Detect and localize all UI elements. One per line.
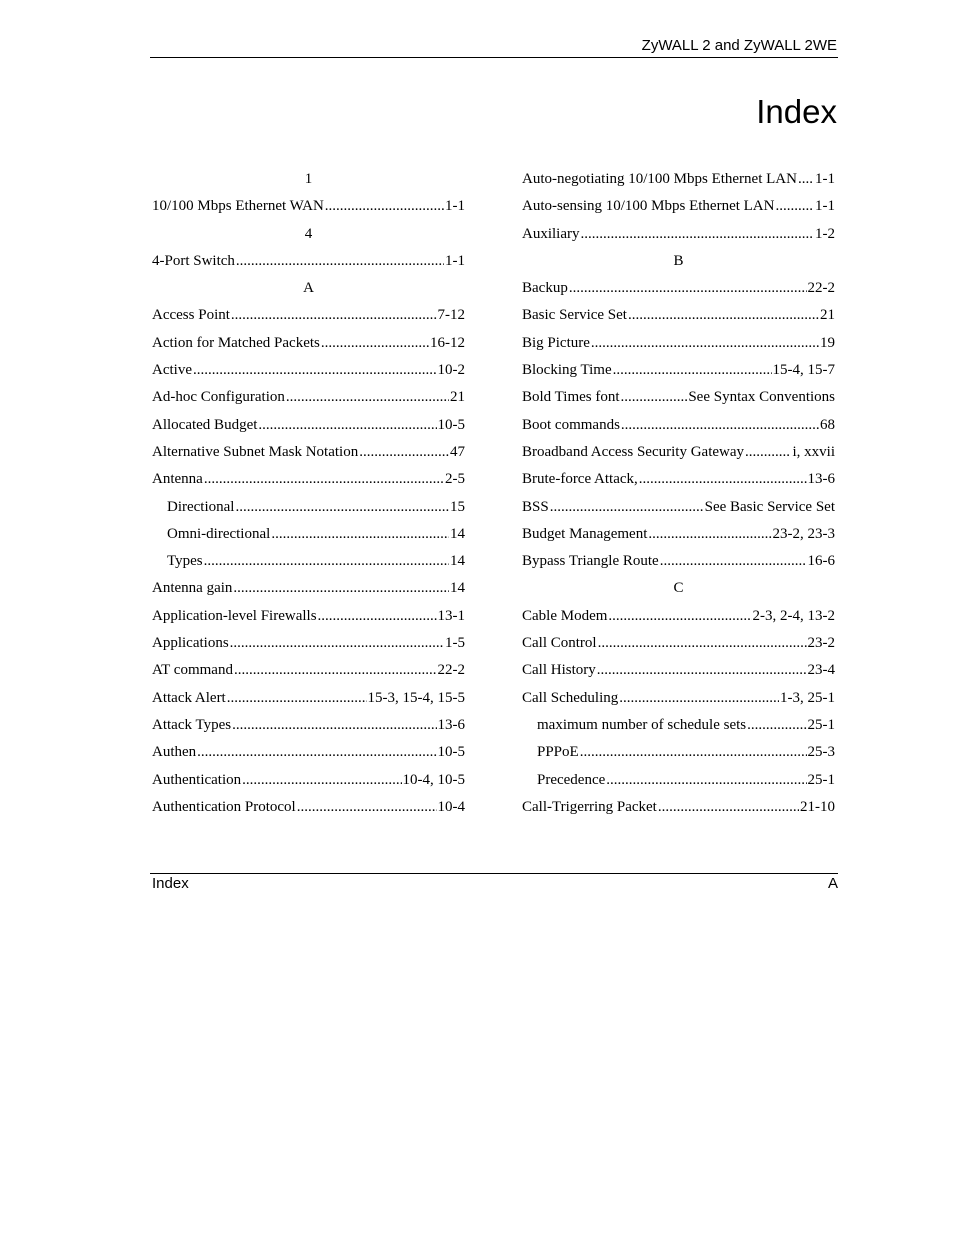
index-term: Cable Modem: [522, 607, 608, 624]
dot-leader: [798, 166, 814, 193]
index-page-ref: 7-12: [437, 307, 465, 324]
index-entry: [152, 248, 465, 275]
index-term: Call Scheduling: [522, 689, 619, 706]
dot-leader: [569, 275, 807, 302]
index-entry: [522, 330, 835, 357]
index-term: Omni-directional: [167, 525, 271, 542]
dot-leader: [227, 685, 367, 712]
index-page-ref: 25-1: [807, 771, 835, 788]
index-entry: [152, 657, 465, 684]
index-entry: [522, 794, 835, 821]
index-letter-heading: 1: [304, 171, 313, 187]
dot-leader: [628, 302, 819, 329]
dot-leader: [258, 412, 436, 439]
index-page-ref: 10-5: [437, 416, 465, 433]
dot-leader: [660, 548, 807, 575]
dot-leader: [591, 330, 819, 357]
index-page-ref: See Syntax Conventions: [688, 389, 835, 406]
index-term: Authentication Protocol: [152, 798, 296, 815]
index-term: Allocated Budget: [152, 416, 258, 433]
index-term: Alternative Subnet Mask Notation: [152, 443, 359, 460]
index-subentry: [522, 739, 835, 766]
index-letter-heading: B: [673, 252, 684, 269]
index-entry: [522, 384, 835, 411]
index-entry: [152, 739, 465, 766]
dot-leader: [581, 221, 815, 248]
index-page-ref: 22-2: [437, 662, 465, 679]
dot-leader: [639, 466, 807, 493]
dot-leader: [204, 548, 449, 575]
index-term: Action for Matched Packets: [152, 334, 320, 351]
index-page-ref: 14: [450, 580, 465, 597]
index-column-right: [522, 166, 835, 821]
dot-leader: [621, 412, 819, 439]
dot-leader: [271, 521, 449, 548]
dot-leader: [321, 330, 429, 357]
index-page-ref: 1-1: [445, 252, 465, 269]
dot-leader: [232, 712, 436, 739]
index-page-ref: 1-1: [445, 198, 465, 215]
index-page-ref: 14: [450, 525, 465, 542]
index-term: Antenna gain: [152, 580, 233, 597]
index-subentry: [522, 712, 835, 739]
index-letter-heading: A: [303, 280, 314, 297]
index-term: 10/100 Mbps Ethernet WAN: [152, 198, 324, 215]
index-subentry: [152, 521, 465, 548]
index-entry: [152, 302, 465, 329]
header-rule: [150, 57, 838, 58]
index-page-ref: 21: [820, 307, 835, 324]
index-page-ref: 16-12: [430, 334, 465, 351]
index-page-ref: 21-10: [800, 798, 835, 815]
index-page-ref: 15-4, 15-7: [772, 362, 835, 379]
index-term: Basic Service Set: [522, 307, 627, 324]
index-entry: [522, 275, 835, 302]
index-term: Auto-negotiating 10/100 Mbps Ethernet LAN: [522, 171, 797, 187]
dot-leader: [658, 794, 799, 821]
index-page-ref: 1-2: [815, 225, 835, 242]
index-entry: [152, 439, 465, 466]
index-letter-heading: C: [673, 580, 684, 597]
dot-leader: [242, 767, 401, 794]
page-title: Index: [756, 93, 837, 130]
dot-leader: [318, 603, 437, 630]
index-entry: [152, 357, 465, 384]
dot-leader: [236, 248, 444, 275]
index-page-ref: 13-1: [437, 607, 465, 624]
index-entry: [152, 603, 465, 630]
index-term: Broadband Access Security Gateway: [522, 443, 745, 460]
dot-leader: [325, 193, 444, 220]
index-entry: [522, 630, 835, 657]
dot-leader: [197, 739, 436, 766]
dot-leader: [747, 712, 806, 739]
dot-leader: [235, 494, 449, 521]
index-term: Access Point: [152, 307, 230, 324]
index-term: Big Picture: [522, 334, 590, 351]
dot-leader: [613, 357, 772, 384]
index-term: Brute-force Attack,: [522, 471, 638, 488]
dot-leader: [597, 657, 807, 684]
index-term: Directional: [167, 498, 235, 515]
index-page-ref: 13-6: [807, 471, 835, 488]
index-term: Types: [167, 553, 203, 570]
index-term: Boot commands: [522, 416, 620, 433]
index-entry: [152, 330, 465, 357]
index-entry: [152, 412, 465, 439]
dot-leader: [231, 302, 437, 329]
dot-leader: [619, 685, 779, 712]
index-page-ref: 23-2, 23-3: [772, 525, 835, 542]
index-entry: [152, 466, 465, 493]
index-page-ref: 2-3, 2-4, 13-2: [752, 607, 835, 624]
index-entry: [152, 794, 465, 821]
index-entry: [152, 384, 465, 411]
dot-leader: [580, 739, 807, 766]
index-term: Antenna: [152, 471, 203, 488]
index-term: Authentication: [152, 771, 242, 788]
index-term: Attack Types: [152, 716, 232, 733]
index-page-ref: 10-2: [437, 362, 465, 379]
index-page-ref: 2-5: [445, 471, 465, 488]
index-term: Bold Times font: [522, 389, 620, 406]
index-entry: [522, 603, 835, 630]
index-entry: [522, 521, 835, 548]
footer-page-number: A: [827, 875, 838, 892]
dot-leader: [608, 603, 751, 630]
index-subentry: [152, 494, 465, 521]
index-page-ref: 16-6: [807, 553, 835, 570]
index-entry: [522, 657, 835, 684]
index-term: Backup: [522, 280, 568, 297]
dot-leader: [598, 630, 807, 657]
index-page-ref: 14: [450, 553, 465, 570]
index-letter-heading: 4: [304, 225, 313, 242]
index-term: 4-Port Switch: [152, 252, 235, 269]
index-term: Call-Trigerring Packet: [522, 798, 657, 815]
index-page-ref: 13-6: [437, 716, 465, 733]
index-term: Blocking Time: [522, 362, 612, 379]
index-entry: [522, 412, 835, 439]
dot-leader: [648, 521, 771, 548]
index-entry: [522, 302, 835, 329]
index-page-ref: 15-3, 15-4, 15-5: [367, 689, 465, 706]
index-term: Call History: [522, 662, 596, 679]
index-page-ref: 1-1: [815, 198, 835, 215]
dot-leader: [204, 466, 444, 493]
index-page-ref: 10-4: [437, 798, 465, 815]
index-term: Auto-sensing 10/100 Mbps Ethernet LAN: [522, 198, 775, 215]
index-entry: [522, 357, 835, 384]
index-page-ref: See Basic Service Set: [704, 498, 835, 515]
index-entry: [522, 221, 835, 248]
index-entry: [522, 685, 835, 712]
index-term: Ad-hoc Configuration: [152, 389, 285, 406]
dot-leader: [359, 439, 449, 466]
index-page-ref: i, xxvii: [792, 443, 835, 460]
index-entry: [522, 466, 835, 493]
index-term: BSS: [522, 498, 549, 515]
footer-section: Index: [152, 875, 189, 892]
dot-leader: [775, 193, 814, 220]
index-page-ref: 21: [450, 389, 465, 406]
dot-leader: [297, 794, 437, 821]
index-term: Precedence: [537, 771, 606, 788]
index-page-ref: 68: [820, 416, 835, 433]
index-page-ref: 1-5: [445, 635, 465, 652]
index-page-ref: 10-5: [437, 744, 465, 761]
dot-leader: [745, 439, 791, 466]
dot-leader: [230, 630, 444, 657]
dot-leader: [193, 357, 437, 384]
index-entry: [152, 767, 465, 794]
dot-leader: [606, 767, 806, 794]
index-entry: [152, 193, 465, 220]
index-page-ref: 23-2: [807, 635, 835, 652]
index-page-ref: 1-1: [815, 171, 835, 187]
index-subentry: [522, 767, 835, 794]
dot-leader: [233, 575, 449, 602]
dot-leader: [621, 384, 688, 411]
index-entry: [152, 630, 465, 657]
index-term: Attack Alert: [152, 689, 226, 706]
index-page-ref: 47: [450, 443, 465, 460]
index-term: Application-level Firewalls: [152, 607, 317, 624]
index-entry: [522, 548, 835, 575]
dot-leader: [550, 494, 704, 521]
index-term: Active: [152, 362, 192, 379]
index-page-ref: 15: [450, 498, 465, 515]
index-column-left: [152, 166, 465, 821]
running-header: ZyWALL 2 and ZyWALL 2WE: [641, 37, 837, 54]
footer-rule: [150, 873, 838, 874]
index-term: Auxiliary: [522, 225, 580, 242]
index-entry: [522, 166, 835, 193]
index-term: Budget Management: [522, 525, 648, 542]
index-term: Authen: [152, 744, 197, 761]
index-page-ref: 19: [820, 334, 835, 351]
index-entry: [522, 439, 835, 466]
index-subentry: [152, 548, 465, 575]
index-page-ref: 10-4, 10-5: [402, 771, 465, 788]
index-page-ref: 22-2: [807, 280, 835, 297]
index-term: Call Control: [522, 635, 597, 652]
index-entry: [152, 712, 465, 739]
index-term: AT command: [152, 662, 233, 679]
index-page-ref: 25-1: [807, 716, 835, 733]
index-page-ref: 23-4: [807, 662, 835, 679]
dot-leader: [234, 657, 437, 684]
index-entry: [522, 494, 835, 521]
index-term: PPPoE: [537, 744, 579, 761]
index-page-ref: 1-3, 25-1: [780, 689, 835, 706]
index-entry: [152, 575, 465, 602]
index-page-ref: 25-3: [807, 744, 835, 761]
index-term: Bypass Triangle Route: [522, 553, 659, 570]
index-entry: [522, 193, 835, 220]
dot-leader: [286, 384, 449, 411]
index-entry: [152, 685, 465, 712]
index-term: maximum number of schedule sets: [537, 716, 747, 733]
index-term: Applications: [152, 635, 229, 652]
